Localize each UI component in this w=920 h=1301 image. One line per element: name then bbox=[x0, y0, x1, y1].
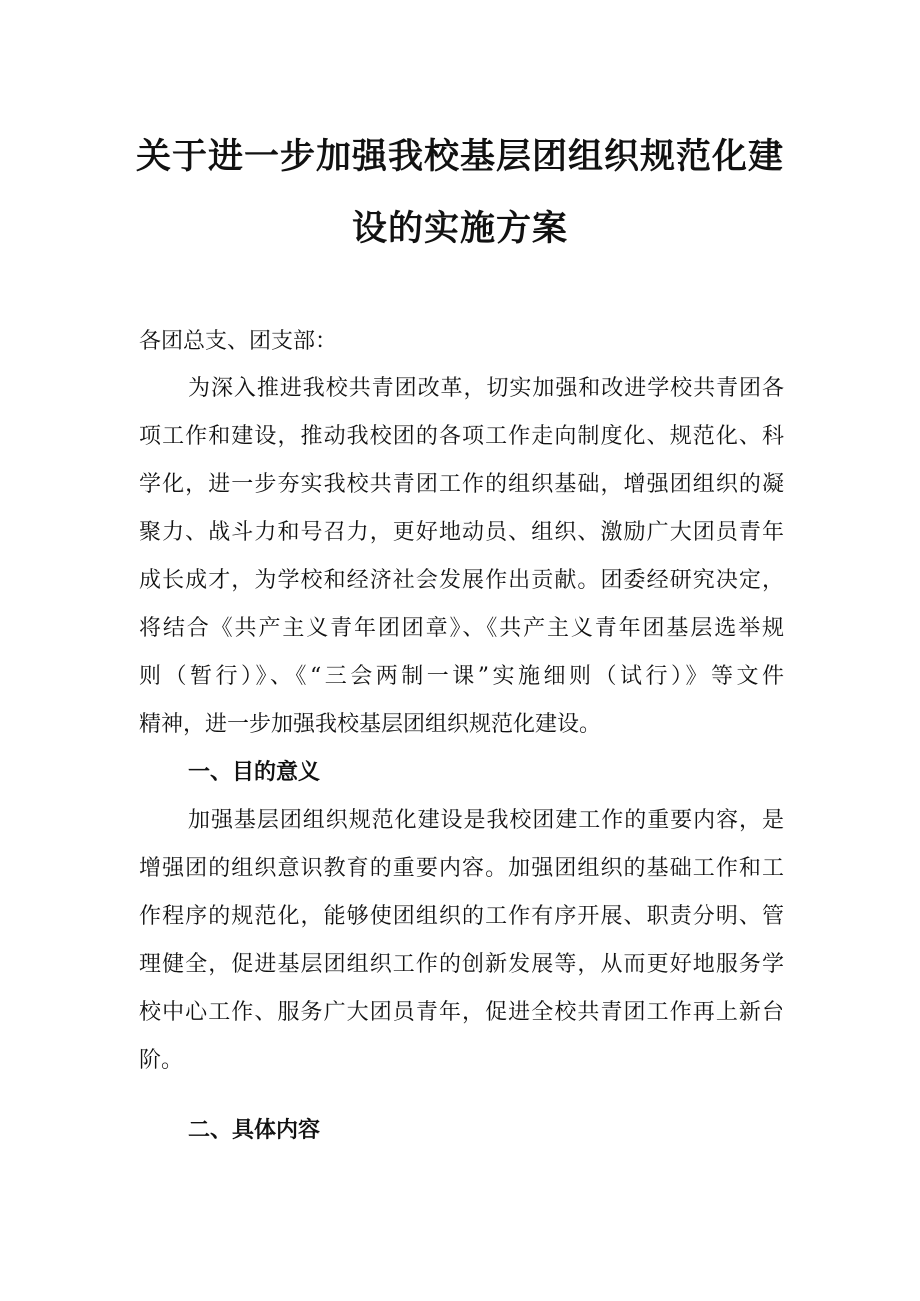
document-title-line-1: 关于进一步加强我校基层团组织规范化建 bbox=[135, 137, 784, 177]
paragraph-2-line: 增强团的组织意识教育的重要内容。加强团组织的基础工作和工 bbox=[139, 856, 784, 881]
paragraph-1-line: 精神，进一步加强我校基层团组织规范化建设。 bbox=[139, 712, 602, 737]
paragraph-2-line: 加强基层团组织规范化建设是我校团建工作的重要内容，是 bbox=[188, 808, 784, 833]
paragraph-2-line: 作程序的规范化，能够使团组织的工作有序开展、职责分明、管 bbox=[139, 904, 784, 929]
paragraph-1-line: 项工作和建设，推动我校团的各项工作走向制度化、规范化、科 bbox=[139, 424, 784, 449]
paragraph-1-line: 则（暂行）》、《“三会两制一课”实施细则（试行）》等文件 bbox=[139, 664, 784, 689]
paragraph-1-line: 为深入推进我校共青团改革，切实加强和改进学校共青团各 bbox=[188, 376, 784, 401]
paragraph-1-line: 成长成才，为学校和经济社会发展作出贡献。团委经研究决定， bbox=[139, 568, 784, 593]
paragraph-1-line: 聚力、战斗力和号召力，更好地动员、组织、激励广大团员青年 bbox=[139, 520, 784, 545]
paragraph-2-line: 阶。 bbox=[139, 1048, 184, 1073]
salutation: 各团总支、团支部： bbox=[139, 329, 338, 354]
paragraph-1-line: 学化，进一步夯实我校共青团工作的组织基础，增强团组织的凝 bbox=[139, 472, 784, 497]
paragraph-1-line: 将结合《共产主义青年团团章》、《共产主义青年团基层选举规 bbox=[139, 616, 784, 641]
document-title-line-2: 设的实施方案 bbox=[351, 209, 568, 249]
section-heading-content: 二、具体内容 bbox=[188, 1118, 321, 1143]
paragraph-2-line: 校中心工作、服务广大团员青年，促进全校共青团工作再上新台 bbox=[139, 1000, 784, 1025]
paragraph-2-line: 理健全，促进基层团组织工作的创新发展等，从而更好地服务学 bbox=[139, 952, 784, 977]
section-heading-purpose: 一、目的意义 bbox=[188, 760, 321, 785]
